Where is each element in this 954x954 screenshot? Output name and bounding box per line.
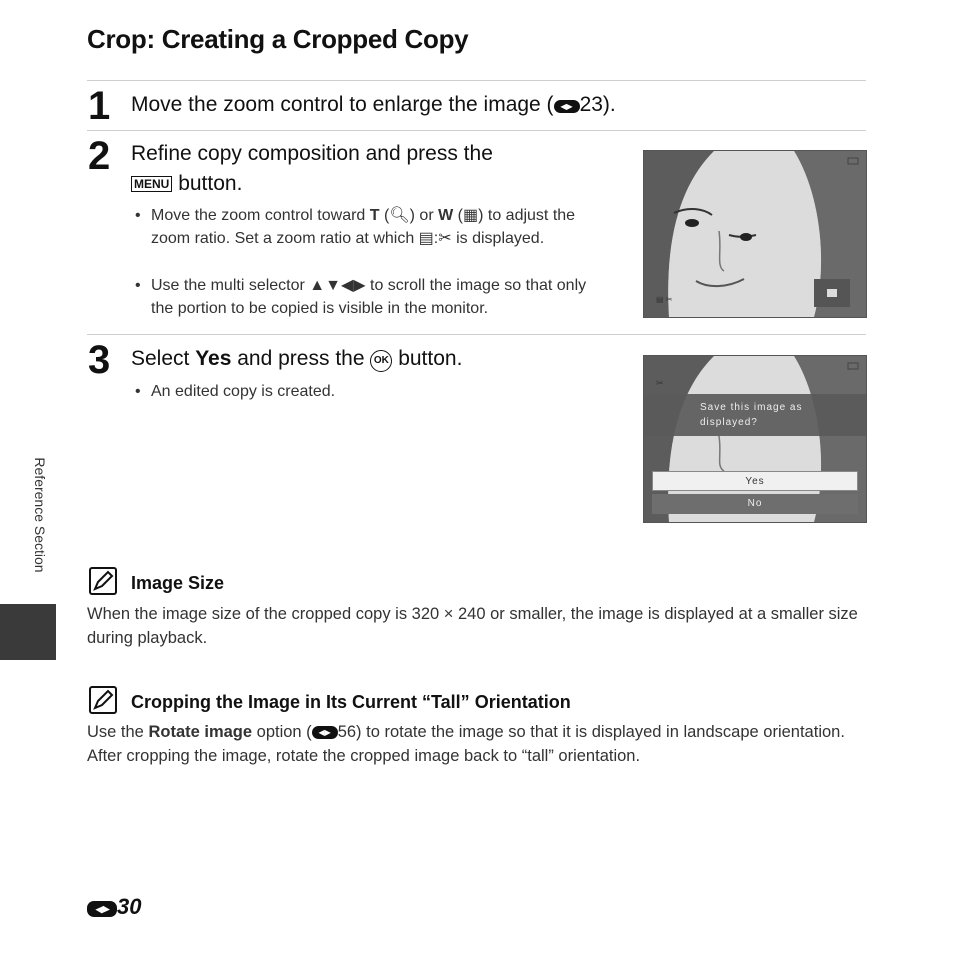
note-1-body: When the image size of the cropped copy is 320 × 240 or smaller, the image is displayed at a smaller size during playback. [87, 605, 858, 647]
menu-crop-icon: ▤:✂ [418, 229, 452, 247]
zoom-t-label: T [369, 207, 380, 224]
dialog-banner [644, 394, 866, 436]
zoom-w-label: W [438, 207, 454, 224]
svg-text:✂: ✂ [656, 378, 664, 388]
multi-selector-arrows-icon: ▲▼◀▶ [309, 277, 366, 294]
divider [87, 334, 866, 335]
magnify-icon: 🔍︎ [389, 207, 410, 224]
step-2-bullet-1: • Move the zoom control toward T (🔍︎) or W (▦) to adjust the zoom ratio. Set a zoom ratio at which ▤:✂ is displayed. [135, 207, 576, 247]
note-pencil-icon [89, 567, 117, 595]
dialog-question: Save this image as displayed? [700, 402, 803, 428]
step-3-number: 3 [88, 338, 111, 382]
step-1-number: 1 [88, 84, 111, 128]
ok-button-icon: OK [370, 350, 392, 372]
yes-option[interactable]: Yes [652, 471, 858, 491]
step-1-ref: 23 [579, 93, 603, 116]
step-1-text [131, 90, 616, 120]
reference-section-icon: ◀▶ [554, 100, 580, 113]
note-pencil-icon [89, 686, 117, 714]
step-1-label-end: ). [602, 93, 616, 116]
note-2-title: Cropping the Image in Its Current “Tall” Orientation [131, 692, 571, 712]
divider [87, 130, 866, 131]
svg-text:▤ ✂: ▤ ✂ [656, 295, 673, 304]
divider [87, 80, 866, 81]
note-2-body: Use the Rotate image option ( ◀▶ 56) to rotate the image so that it is displayed in landscape orientation. After cropping the image, rotate the cropped image back to “tall” orientation. [87, 723, 845, 765]
note-1-title: Image Size [131, 573, 225, 593]
step-2-label-b: button. [178, 172, 243, 195]
step-2-number: 2 [88, 134, 111, 178]
step-3-text: Select Yes and press the OK button. [131, 347, 463, 370]
reference-section-icon: ◀▶ [87, 901, 117, 917]
face-photo [644, 151, 866, 317]
camera-screen-zoom [643, 150, 867, 318]
camera-screen-dialog [643, 355, 867, 523]
yes-option-label: Yes [195, 347, 232, 370]
page-number: ◀▶ 30 [87, 894, 141, 920]
rotate-image-label: Rotate image [148, 723, 253, 741]
step-2-text [131, 139, 601, 199]
step-2-bullet-2: • Use the multi selector ▲▼◀▶ to scroll the image so that only the portion to be copied is visible in the monitor. [135, 277, 587, 317]
side-section-label: Reference Section [32, 457, 48, 573]
menu-button-icon: MENU [131, 176, 172, 192]
section-tab-marker [0, 604, 56, 660]
step-1-label: Move the zoom control to enlarge the image ( [131, 93, 554, 116]
step-2-label-a: Refine copy composition and press the [131, 142, 493, 165]
page-title: Crop: Creating a Cropped Copy [87, 24, 469, 54]
thumbnail-icon: ▦ [462, 207, 479, 224]
no-option[interactable]: No [652, 494, 858, 514]
reference-section-icon: ◀▶ [312, 726, 338, 739]
step-3-bullet-1: • An edited copy is created. [135, 383, 336, 400]
